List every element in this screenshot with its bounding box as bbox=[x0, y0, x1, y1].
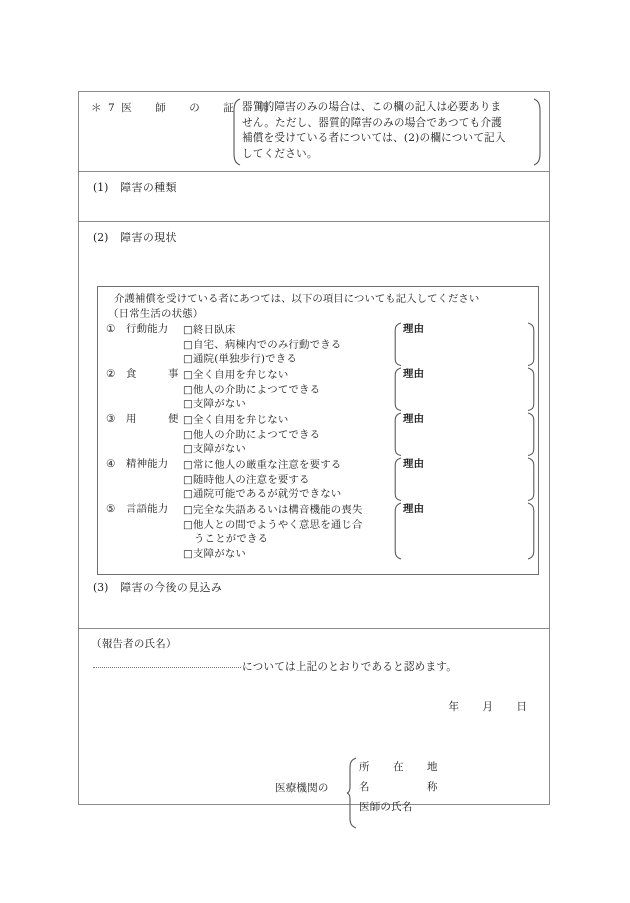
checkbox-option[interactable]: □全く自用を弁じない bbox=[183, 369, 289, 381]
reporter-attestation-block bbox=[79, 628, 549, 814]
header-note-brace-group bbox=[231, 98, 543, 166]
brace-left-icon bbox=[392, 457, 402, 501]
medical-institution-lead-label: 医療機関の bbox=[275, 782, 329, 794]
brace-left-icon bbox=[231, 98, 241, 166]
medical-certificate-form bbox=[78, 91, 550, 814]
brace-left-icon bbox=[392, 412, 402, 456]
brace-right-icon bbox=[527, 367, 537, 411]
date-day-label: 日 bbox=[516, 701, 527, 713]
institution-name-label[interactable]: 名 称 bbox=[359, 781, 445, 794]
checkbox-option[interactable]: □完全な失語あるいは構音機能の喪失 bbox=[183, 504, 363, 516]
section-1-number: (1) bbox=[93, 181, 109, 194]
ability-4-reason-label: 理由 bbox=[403, 458, 425, 470]
brace-left-icon bbox=[346, 757, 357, 829]
section-3-title: 障害の今後の見込み bbox=[120, 581, 223, 594]
daily-living-assessment-box bbox=[97, 286, 539, 575]
checkbox-option[interactable]: □全く自用を弁じない bbox=[183, 414, 289, 426]
brace-left-icon bbox=[392, 367, 402, 411]
ability-3-reason-field[interactable] bbox=[392, 412, 537, 456]
assessment-intro-line-2: （日常生活の状態） bbox=[108, 308, 204, 320]
checkbox-option[interactable]: □他人の介助によつてできる bbox=[183, 428, 321, 441]
section-2-label bbox=[93, 231, 177, 245]
header-title: 医 師 の 証 明 bbox=[121, 102, 275, 114]
certificate-header-row bbox=[79, 92, 549, 171]
ability-3-number: ③ bbox=[106, 413, 116, 425]
ability-1-options bbox=[183, 323, 341, 367]
section-2-title: 障害の現状 bbox=[120, 231, 177, 244]
section-3-label bbox=[93, 581, 222, 595]
header-marker: ＊7 bbox=[91, 102, 122, 114]
medical-institution-block bbox=[275, 757, 515, 829]
ability-row-1 bbox=[98, 323, 538, 368]
ability-row-4 bbox=[98, 458, 538, 503]
reporter-name-input[interactable] bbox=[93, 667, 241, 668]
ability-1-number: ① bbox=[106, 323, 116, 335]
header-note-text bbox=[242, 100, 532, 162]
ability-1-reason-label: 理由 bbox=[403, 323, 425, 335]
medical-institution-fields bbox=[359, 757, 444, 817]
ability-5-reason-label: 理由 bbox=[403, 503, 425, 515]
ability-1-name: 行動能力 bbox=[126, 323, 169, 335]
ability-4-options bbox=[183, 458, 341, 502]
institution-address-label[interactable]: 所 在 地 bbox=[359, 761, 445, 773]
section-3-number: (3) bbox=[93, 581, 109, 594]
ability-5-options bbox=[183, 503, 363, 561]
attestation-text: については上記のとおりであると認めます。 bbox=[242, 661, 458, 673]
date-month-label: 月 bbox=[482, 701, 493, 713]
brace-right-icon bbox=[533, 98, 543, 166]
ability-2-options bbox=[183, 368, 320, 412]
checkbox-option[interactable]: □常に他人の厳重な注意を要する bbox=[183, 459, 342, 471]
checkbox-option[interactable]: □通院可能であるが就労できない bbox=[183, 488, 342, 501]
header-note-line-4: してください。 bbox=[242, 147, 318, 160]
brace-right-icon bbox=[527, 322, 537, 366]
ability-item-list bbox=[98, 323, 538, 563]
date-year-label: 年 bbox=[448, 701, 459, 713]
section-1-title: 障害の種類 bbox=[120, 181, 177, 194]
ability-1-reason-field[interactable] bbox=[392, 322, 537, 366]
header-note-line-1: 器質的障害のみの場合は、この欄の記入は必要ありま bbox=[242, 101, 502, 113]
ability-2-reason-label: 理由 bbox=[403, 368, 425, 380]
ability-5-number: ⑤ bbox=[106, 503, 116, 515]
brace-left-icon bbox=[392, 502, 402, 560]
checkbox-option[interactable]: □他人の介助によつてできる bbox=[183, 383, 321, 396]
ability-row-5 bbox=[98, 503, 538, 563]
ability-2-number: ② bbox=[106, 368, 116, 380]
brace-right-icon bbox=[527, 457, 537, 501]
checkbox-option[interactable]: □支障がない bbox=[183, 547, 247, 560]
date-line bbox=[448, 701, 527, 715]
header-note-line-2: せん。ただし、器質的障害のみの場合であつても介護 bbox=[242, 116, 502, 129]
ability-3-reason-label: 理由 bbox=[403, 413, 425, 425]
brace-right-icon bbox=[527, 502, 537, 560]
checkbox-option[interactable]: □支障がない bbox=[183, 443, 247, 456]
ability-5-reason-field[interactable] bbox=[392, 502, 537, 560]
checkbox-option[interactable]: □支障がない bbox=[183, 398, 247, 411]
header-note-line-3: 補償を受けている者については、(2)の欄について記入 bbox=[242, 132, 506, 145]
ability-4-number: ④ bbox=[106, 458, 116, 470]
reporter-name-label: （報告者の氏名） bbox=[91, 638, 177, 650]
ability-2-name: 食 事 bbox=[126, 368, 189, 380]
doctor-name-label[interactable]: 医師の氏名 bbox=[359, 801, 413, 814]
checkbox-option[interactable]: □自宅、病棟内でのみ行動できる bbox=[183, 338, 342, 351]
checkbox-option-continuation: うことができる bbox=[194, 533, 269, 546]
ability-5-name: 言語能力 bbox=[126, 503, 169, 515]
ability-4-reason-field[interactable] bbox=[392, 457, 537, 501]
brace-right-icon bbox=[527, 412, 537, 456]
attestation-line bbox=[93, 661, 457, 675]
section-2-number: (2) bbox=[93, 231, 109, 244]
checkbox-option[interactable]: □通院(単独歩行)できる bbox=[183, 353, 297, 366]
divider-section1-section2 bbox=[79, 221, 549, 222]
section-1-label bbox=[93, 181, 177, 195]
checkbox-option[interactable]: □他人との間でようやく意思を通じ合 bbox=[183, 518, 363, 531]
ability-3-options bbox=[183, 413, 320, 457]
assessment-intro-line-1: 介護補償を受けている者にあつては、以下の項目についても記入してください bbox=[114, 293, 480, 305]
brace-left-icon bbox=[392, 322, 402, 366]
checkbox-option[interactable]: □随時他人の注意を要する bbox=[183, 473, 310, 486]
ability-3-name: 用 便 bbox=[126, 413, 189, 425]
ability-row-2 bbox=[98, 368, 538, 413]
ability-4-name: 精神能力 bbox=[126, 458, 169, 470]
divider-header-section1 bbox=[79, 171, 549, 172]
checkbox-option[interactable]: □終日臥床 bbox=[183, 324, 236, 336]
ability-row-3 bbox=[98, 413, 538, 458]
ability-2-reason-field[interactable] bbox=[392, 367, 537, 411]
